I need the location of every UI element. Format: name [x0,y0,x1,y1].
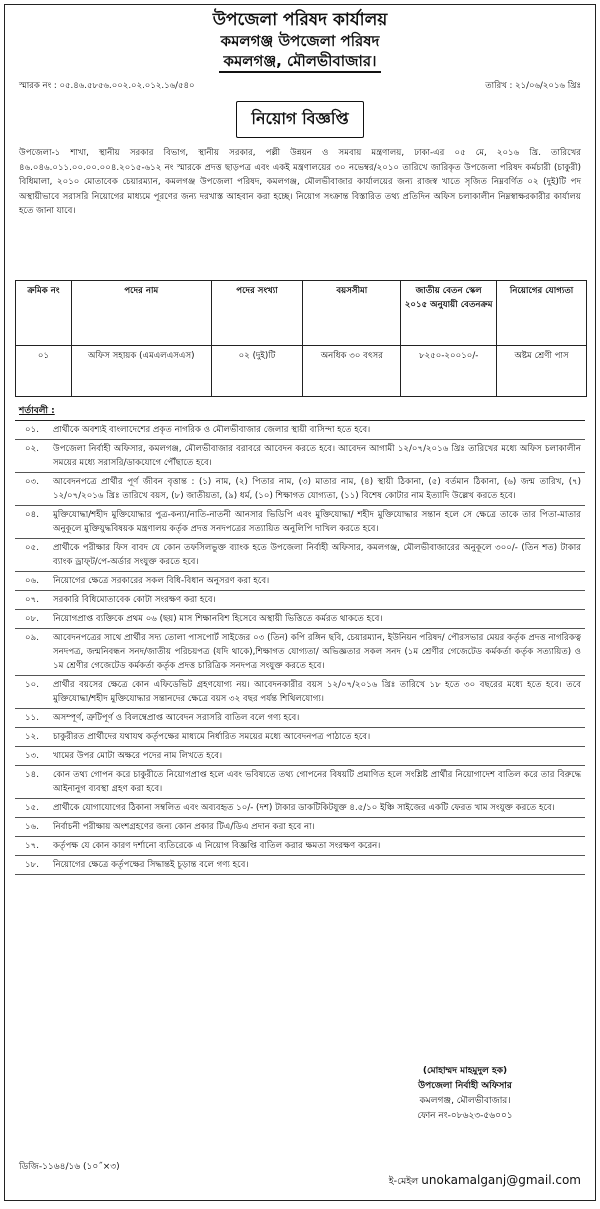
condition-number: ১৬. [25,822,39,832]
notice-page [4,4,596,1201]
intro-paragraph: উপজেলা-১ শাখা, স্থানীয় সরকার বিভাগ, স্থানীয় সরকার, পল্লী উন্নয়ন ও সমবায় মন্ত্রণালয়, ঢাকা-এর ০৫ মে, ২০১৬ খ্রি. তারিখের ৪৬.০৪৬.০১১.০০.০০.০০৪.২০১৫-৬১২ নং স্মারকে প্রদত্ত ছাড়পত্র এবং একই মন্ত্রণালয়ের ৩০ নভেম্বর/২০১০ তারিখে জারিকৃত উপজেলা পরিষদ কর্মচারী (চাকুরী) বিধিমালা, ২০১০ মোতাবেক চেয়ারম্যান, কমলগঞ্জ উপজেলা পরিষদ, কমলগঞ্জ, মৌলভীবাজার কার্যালয়ের জন্য রাজস্ব খাতে সৃজিত নিম্নবর্ণিত ০২ (দুই)টি পদ অস্থায়ীভাবে সরাসরি নিয়োগের মাধ্যমে পূরণের জন্য দরখাস্ত আহবান করা হচ্ছে। নিয়োগ সংক্রান্ত বিস্তারিত তথ্য প্রতিদিন অফিস চলাকালীন নিম্নস্বাক্ষরকারীর কার্যালয় হতে জানা যাবে। [19,148,581,216]
condition-number: ০৪. [25,510,39,520]
condition-number: ০৯. [25,633,39,643]
condition-item [15,856,585,875]
condition-number: ১৭. [25,841,39,851]
condition-number: ০৬. [25,576,39,586]
signatory-designation: উপজেলা নির্বাহী অফিসার [418,1081,512,1091]
table-header-row [16,281,587,346]
condition-item [15,818,585,837]
condition-item [15,837,585,856]
email-address[interactable]: unokamalganj@gmail.com [421,1173,581,1187]
condition-item [15,421,585,440]
condition-text: কোন তথ্য গোপন করে চাকুরীতে নিয়োগপ্রাপ্ত হলে এবং ভবিষ্যতে তথ্য গোপনের বিষয়টি প্রমাণিত হলে সংশ্লিষ্ট প্রার্থীর নিয়োগাদেশ বাতিল করে তার বিরুদ্ধে আইনানুগ ব্যবস্থা গ্রহণ করা হবে। [53,770,581,794]
condition-item [15,440,585,473]
condition-text: মুক্তিযোদ্ধা/শহীদ মুক্তিযোদ্ধার পুত্র-কন্যা/নাতি-নাতনী আনসার ভিডিপি এবং মুক্তিযোদ্ধা/ শহীদ মুক্তিযোদ্ধার সন্তান হলে সে ক্ষেত্রে তাকে তার পিতা-মাতার অনুকূলে মুক্তিযুদ্ধবিষয়ক মন্ত্রণালয় কর্তৃক প্রদত্ত সনদপত্রের সত্যায়িত অনুলিপি দাখিল করতে হবে। [53,510,581,534]
condition-item [15,539,585,572]
notice-title: নিয়োগ বিজ্ঞপ্তি [236,101,363,138]
condition-number: ০৭. [25,595,39,605]
condition-item [15,799,585,818]
condition-item [15,728,585,747]
cell-post-count: ০২ (দুই)টি [211,346,303,397]
memo-number: স্মারক নং : ০৫.৪৬.৫৮৫৬.০০২.০২.০১২.১৬/৫৪০ [19,81,195,91]
header [5,5,595,73]
email-line [389,1173,581,1190]
cell-age-limit: অনধিক ৩০ বৎসর [303,346,401,397]
condition-text: আবেদনপত্রের সাথে প্রার্থীর সদ্য তোলা পাসপোর্ট সাইজের ০৩ (তিন) কপি রঙ্গিন ছবি, চেয়ারম্যান, ইউনিয়ন পরিষদ/ পৌরসভার মেয়র কর্তৃক প্রদত্ত নাগরিকত্ব সনদপত্র, জন্মনিবন্ধন সনদ/জাতীয় পরিচয়পত্র (যদি থাকে),শিক্ষাগত যোগ্যতা/ অভিজ্ঞতার সকল সনদ (১ম শ্রেণীর গেজেটেড কর্মকর্তা কর্তৃক সত্যায়িত) ও ১ম শ্রেণীর গেজেটেড কর্মকর্তা কর্তৃক প্রদত্ত চারিত্রিক সনদপত্র সংযুক্ত করতে হবে। [53,633,581,671]
condition-text: কর্তৃপক্ষ যে কোন কারণ দর্শানো ব্যতিরেকে এ নিয়োগ বিজ্ঞপ্তি বাতিল করার ক্ষমতা সংরক্ষণ করেন। [53,841,381,851]
condition-number: ০৫. [25,543,39,553]
cell-post-name: অফিস সহায়ক (এমএলএসএস) [71,346,211,397]
signatory-phone: ফোন নং-০৮৬২৩-৫৬০০১ [417,1111,513,1121]
col-pay-scale: জাতীয় বেতন স্কেল ২০১৫ অনুযায়ী বেতনক্রম [401,281,497,346]
condition-item [15,591,585,610]
email-label: ই-মেইল [388,1176,419,1187]
col-post-name: পদের নাম [71,281,211,346]
condition-text: প্রার্থীকে অবশ্যই বাংলাদেশের প্রকৃত নাগরিক ও মৌলভীবাজার জেলার স্থায়ী বাসিন্দা হতে হবে। [53,425,371,435]
condition-number: ১৮. [25,860,39,870]
condition-text: নিয়োগের ক্ষেত্রে সরকারের সকল বিধি-বিধান অনুসরণ করা হবে। [53,576,270,586]
council-title: কমলগঞ্জ উপজেলা পরিষদ [220,32,380,50]
condition-text: চাকুরীরত প্রার্থীদের যথাযথ কর্তৃপক্ষের মাধ্যমে নির্ধারিত সময়ের মধ্যে আবেদনপত্র পাঠাতে হবে। [53,732,371,742]
condition-text: প্রার্থীর বয়সের ক্ষেত্রে কোন এফিডেভিট গ্রহণযোগ্য নয়। আবেদনকারীর বয়স ১২/০৭/২০১৬ খ্রিঃ তারিখে ১৮ হতে ৩০ বছরের মধ্যে হতে হবে। তবে মুক্তিযোদ্ধা/শহীদ মুক্তিযোদ্ধার সন্তানদের ক্ষেত্রে বয়স ৩২ বছর পর্যন্ত শিথিলযোগ্য। [53,680,581,704]
condition-number: ১৩. [25,751,39,761]
conditions-list [15,420,585,875]
condition-number: ১০. [25,680,39,690]
condition-item [15,709,585,728]
condition-number: ১৪. [25,770,39,780]
memo-date: তারিখ : ২১/০৬/২০১৬ খ্রিঃ [485,81,581,91]
signature-block [365,1064,565,1124]
footer [5,1064,595,1194]
condition-number: ১৫. [25,803,39,813]
col-qualification: নিয়োগের যোগ্যতা [497,281,587,346]
condition-text: প্রার্থীকে পরীক্ষার ফিস বাবদ যে কোন তফসিলভুক্ত ব্যাংক হতে উপজেলা নির্বাহী অফিসার, কমলগঞ্জ, মৌলভীবাজারের অনুকূলে ৩০০/- (তিন শত) টাকার ব্যাংক ড্রাফ্‌ট/পে-অর্ডার সংযুক্ত করতে হবে। [53,543,581,567]
condition-item [15,473,585,506]
condition-item [15,766,585,799]
conditions-title: শর্তাবলী : [19,406,55,416]
signatory-place: কমলগঞ্জ, মৌলভীবাজার। [419,1096,511,1106]
condition-text: সরকারি বিধিমোতাবেক কোটা সংরক্ষণ করা হবে। [53,595,216,605]
cell-qualification: অষ্টম শ্রেণী পাস [497,346,587,397]
condition-text: খামের উপর মোটা অক্ষরে পদের নাম লিখতে হবে। [53,751,223,761]
cell-serial: ০১ [16,346,72,397]
condition-item [15,747,585,766]
condition-item [15,506,585,539]
posts-table [15,280,587,397]
col-age-limit: বয়সসীমা [303,281,401,346]
condition-number: ০৩. [25,477,39,487]
condition-number: ০৮. [25,614,39,624]
condition-text: নিয়োগের ক্ষেত্রে কর্তৃপক্ষের সিদ্ধান্তই চূড়ান্ত বলে গণ্য হবে। [53,860,249,870]
col-post-count: পদের সংখ্যা [211,281,303,346]
cell-pay-scale: ৮২৫০-২০০১০/- [401,346,497,397]
condition-text: অসম্পূর্ণ, ত্রুটিপূর্ণ ও বিলম্বেপ্রাপ্ত আবেদন সরাসরি বাতিল বলে গণ্য হবে। [53,713,300,723]
reference-line [5,73,595,93]
condition-text: নির্বাচনী পরীক্ষায় অংশগ্রহণের জন্য কোন প্রকার টিএ/ডিএ প্রদান করা হবে না। [53,822,315,832]
condition-item [15,629,585,676]
condition-number: ০২. [25,444,39,454]
condition-text: নিয়োগপ্রাপ্ত ব্যক্তিকে প্রথম ০৬ (ছয়) মাস শিক্ষানবিশ হিসেবে অস্থায়ী ভিত্তিতে কর্মরত থাকতে হবে। [53,614,383,624]
condition-number: ১১. [25,713,39,723]
signatory-name: (মোহাম্মদ মাহমুদুল হক) [422,1066,508,1076]
condition-text: আবেদনপত্রে প্রার্থীর পূর্ণ জীবন বৃত্তান্ত : (১) নাম, (২) পিতার নাম, (৩) মাতার নাম, (৪) স্থায়ী ঠিকানা, (৫) বর্তমান ঠিকানা, (৬) জন্ম তারিখ, (৭) ১২/০৭/২০১৬ খ্রিঃ তারিখে বয়স, (৮) জাতীয়তা, (৯) ধর্ম, (১০) শিক্ষাগত যোগ্যতা, (১১) বিশেষ কোটার নাম ইত্যাদি উল্লেখ করতে হবে। [53,477,581,501]
condition-text: প্রার্থীকে যোগাযোগের ঠিকানা সম্বলিত এবং অব্যবহৃত ১০/- (দশ) টাকার ডাকটিকিটযুক্ত ৪.৫/১০ ইঞ্চি সাইজের একটি ফেরত খাম সংযুক্ত করতে হবে। [53,803,555,813]
publication-code: ডিজি-১১৬৪/১৬ (১০˝×৩) [19,1162,120,1172]
condition-text: উপজেলা নির্বাহী অফিসার, কমলগঞ্জ, মৌলভীবাজার বরাবরে আবেদন করতে হবে। আবেদন আগামী ১২/০৭/২০১৬ খ্রিঃ তারিখের মধ্যে অফিস চলাকালীন সময়ের মধ্যে সরাসরি/ডাকযোগে পৌঁছাতে হবে। [53,444,581,468]
condition-item [15,572,585,591]
place-title: কমলগঞ্জ, মৌলভীবাজার। [219,51,380,73]
condition-number: ০১. [25,425,39,435]
condition-item [15,610,585,629]
col-serial: ক্রমিক নং [16,281,72,346]
condition-item [15,676,585,709]
office-title: উপজেলা পরিষদ কার্যালয় [212,10,388,30]
condition-number: ১২. [25,732,39,742]
table-row [16,346,587,397]
